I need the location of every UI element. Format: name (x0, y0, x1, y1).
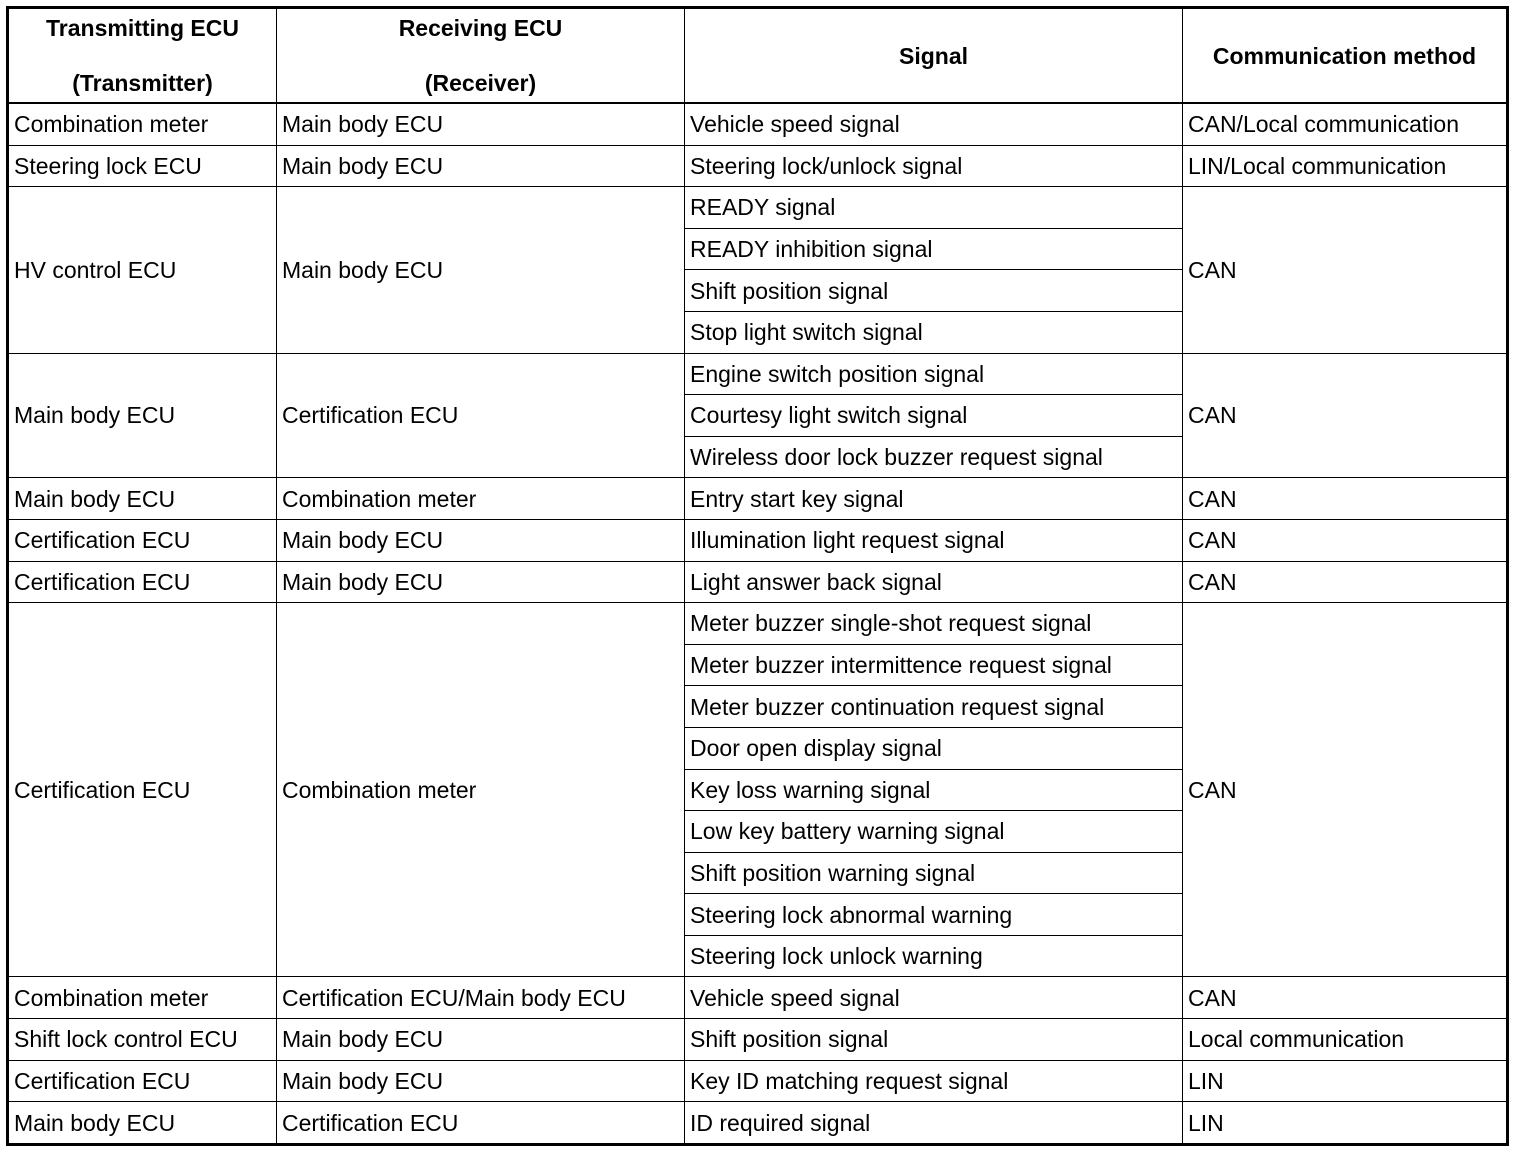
table-row (8, 561, 1508, 603)
signal-cell: READY signal (685, 187, 1183, 229)
signal-cell: Stop light switch signal (685, 311, 1183, 353)
receiver-cell: Main body ECU (277, 561, 685, 603)
table-row (8, 103, 1508, 145)
table-row (8, 977, 1508, 1019)
transmitter-cell: HV control ECU (8, 187, 277, 353)
signal-cell: Entry start key signal (685, 478, 1183, 520)
receiver-cell: Combination meter (277, 603, 685, 977)
transmitter-cell: Main body ECU (8, 1102, 277, 1145)
signal-cell: Meter buzzer intermittence request signal (685, 644, 1183, 686)
table-row (8, 145, 1508, 187)
receiver-cell: Main body ECU (277, 1060, 685, 1102)
table-row (8, 1102, 1508, 1145)
method-cell: CAN (1183, 977, 1508, 1019)
transmitter-cell: Certification ECU (8, 603, 277, 977)
signal-cell: Shift position warning signal (685, 852, 1183, 894)
receiver-cell: Main body ECU (277, 103, 685, 145)
header-transmitter-line2: (Transmitter) (72, 69, 213, 96)
header-transmitter-line1: Transmitting ECU (46, 14, 239, 41)
receiver-cell: Main body ECU (277, 187, 685, 353)
transmitter-cell: Certification ECU (8, 519, 277, 561)
signal-cell: Steering lock unlock warning (685, 935, 1183, 977)
method-cell: LIN (1183, 1102, 1508, 1145)
signal-cell: ID required signal (685, 1102, 1183, 1145)
table-row (8, 187, 1508, 229)
method-cell: Local communication (1183, 1019, 1508, 1061)
transmitter-cell: Main body ECU (8, 353, 277, 478)
transmitter-cell: Shift lock control ECU (8, 1019, 277, 1061)
header-transmitter (8, 8, 277, 104)
table-body (8, 103, 1508, 1144)
table-row (8, 1060, 1508, 1102)
table-row (8, 478, 1508, 520)
receiver-cell: Main body ECU (277, 145, 685, 187)
method-cell: LIN/Local communication (1183, 145, 1508, 187)
signal-cell: Steering lock abnormal warning (685, 894, 1183, 936)
method-cell: CAN (1183, 561, 1508, 603)
signal-cell: READY inhibition signal (685, 228, 1183, 270)
signal-cell: Engine switch position signal (685, 353, 1183, 395)
table-row (8, 353, 1508, 395)
transmitter-cell: Certification ECU (8, 1060, 277, 1102)
method-cell: CAN (1183, 603, 1508, 977)
signal-cell: Key loss warning signal (685, 769, 1183, 811)
receiver-cell: Certification ECU (277, 1102, 685, 1145)
receiver-cell: Main body ECU (277, 1019, 685, 1061)
receiver-cell: Combination meter (277, 478, 685, 520)
signal-cell: Low key battery warning signal (685, 811, 1183, 853)
transmitter-cell: Certification ECU (8, 561, 277, 603)
signal-cell: Key ID matching request signal (685, 1060, 1183, 1102)
header-receiver-line1: Receiving ECU (398, 14, 563, 41)
transmitter-cell: Main body ECU (8, 478, 277, 520)
header-signal: Signal (685, 8, 1183, 104)
signal-cell: Shift position signal (685, 270, 1183, 312)
signal-cell: Door open display signal (685, 727, 1183, 769)
receiver-cell: Certification ECU/Main body ECU (277, 977, 685, 1019)
header-row (8, 8, 1508, 104)
table-row (8, 603, 1508, 645)
transmitter-cell: Steering lock ECU (8, 145, 277, 187)
transmitter-cell: Combination meter (8, 103, 277, 145)
signal-cell: Courtesy light switch signal (685, 395, 1183, 437)
header-receiver-line2: (Receiver) (424, 69, 537, 96)
signal-cell: Wireless door lock buzzer request signal (685, 436, 1183, 478)
method-cell: CAN (1183, 353, 1508, 478)
header-receiver (277, 8, 685, 104)
method-cell: CAN/Local communication (1183, 103, 1508, 145)
signal-cell: Light answer back signal (685, 561, 1183, 603)
method-cell: LIN (1183, 1060, 1508, 1102)
signal-cell: Steering lock/unlock signal (685, 145, 1183, 187)
signal-cell: Vehicle speed signal (685, 977, 1183, 1019)
method-cell: CAN (1183, 187, 1508, 353)
header-method: Communication method (1183, 8, 1508, 104)
signal-cell: Meter buzzer single-shot request signal (685, 603, 1183, 645)
signal-cell: Illumination light request signal (685, 519, 1183, 561)
transmitter-cell: Combination meter (8, 977, 277, 1019)
table-row (8, 519, 1508, 561)
signal-cell: Meter buzzer continuation request signal (685, 686, 1183, 728)
receiver-cell: Main body ECU (277, 519, 685, 561)
signal-cell: Shift position signal (685, 1019, 1183, 1061)
table-row (8, 1019, 1508, 1061)
ecu-communication-table (6, 6, 1509, 1146)
method-cell: CAN (1183, 519, 1508, 561)
receiver-cell: Certification ECU (277, 353, 685, 478)
signal-cell: Vehicle speed signal (685, 103, 1183, 145)
method-cell: CAN (1183, 478, 1508, 520)
